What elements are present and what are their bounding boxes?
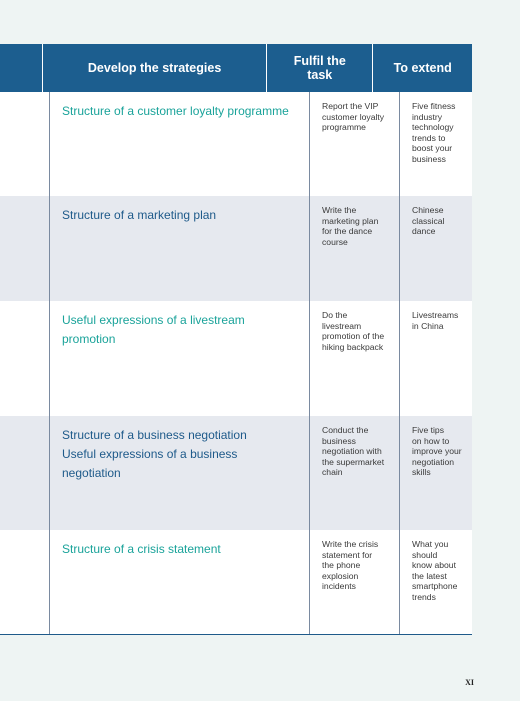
task-cell [309, 301, 399, 416]
strategies-cell [49, 92, 309, 196]
strategies-cell [49, 301, 309, 416]
table-header [0, 44, 472, 92]
table-row [0, 416, 472, 530]
header-extend: To extend [372, 44, 472, 92]
task-text: Write the marketing plan for the dance course [322, 205, 379, 247]
blank-cell [0, 530, 49, 634]
strategy-link[interactable]: Structure of a business negotiation [62, 428, 247, 442]
extend-cell [399, 416, 472, 530]
task-cell [309, 196, 399, 301]
extend-text: Livestreams in China [412, 310, 459, 331]
strategy-link[interactable]: Structure of a marketing plan [62, 208, 217, 222]
task-text: Do the livestream promotion of the hiking backpack [322, 310, 385, 352]
table-row [0, 196, 472, 301]
strategy-link[interactable]: Structure of a crisis statement [62, 542, 221, 556]
blank-cell [0, 301, 49, 416]
extend-cell [399, 530, 472, 634]
strategies-cell [49, 530, 309, 634]
table-row [0, 530, 472, 634]
task-cell [309, 530, 399, 634]
strategies-cell [49, 196, 309, 301]
task-text: Write the crisis statement for the phone explosion incidents [322, 539, 379, 591]
task-cell [309, 416, 399, 530]
extend-cell [399, 196, 472, 301]
extend-text: What you should know about the latest smartphone trends [412, 539, 458, 602]
blank-cell [0, 416, 49, 530]
strategy-link[interactable]: Useful expressions of a business negotiation [62, 447, 238, 480]
extend-cell [399, 301, 472, 416]
page-number: XI [465, 678, 474, 687]
header-task: Fulfil the task [266, 44, 372, 92]
task-text: Report the VIP customer loyalty programme [322, 101, 385, 132]
header-blank-cell [0, 44, 42, 92]
blank-cell [0, 92, 49, 196]
task-cell [309, 92, 399, 196]
strategies-cell [49, 416, 309, 530]
table-row [0, 92, 472, 196]
strategy-link[interactable]: Structure of a customer loyalty programme [62, 104, 289, 118]
extend-text: Five tips on how to improve your negotiation skills [412, 425, 462, 477]
strategy-link[interactable]: Useful expressions of a livestream promotion [62, 313, 245, 346]
extend-cell [399, 92, 472, 196]
extend-text: Chinese classical dance [412, 205, 445, 236]
blank-cell [0, 196, 49, 301]
header-strategies: Develop the strategies [42, 44, 266, 92]
contents-table [0, 44, 472, 635]
table-row [0, 301, 472, 416]
extend-text: Five fitness industry technology trends to boost your business [412, 101, 456, 164]
task-text: Conduct the business negotiation with the supermarket chain [322, 425, 385, 477]
